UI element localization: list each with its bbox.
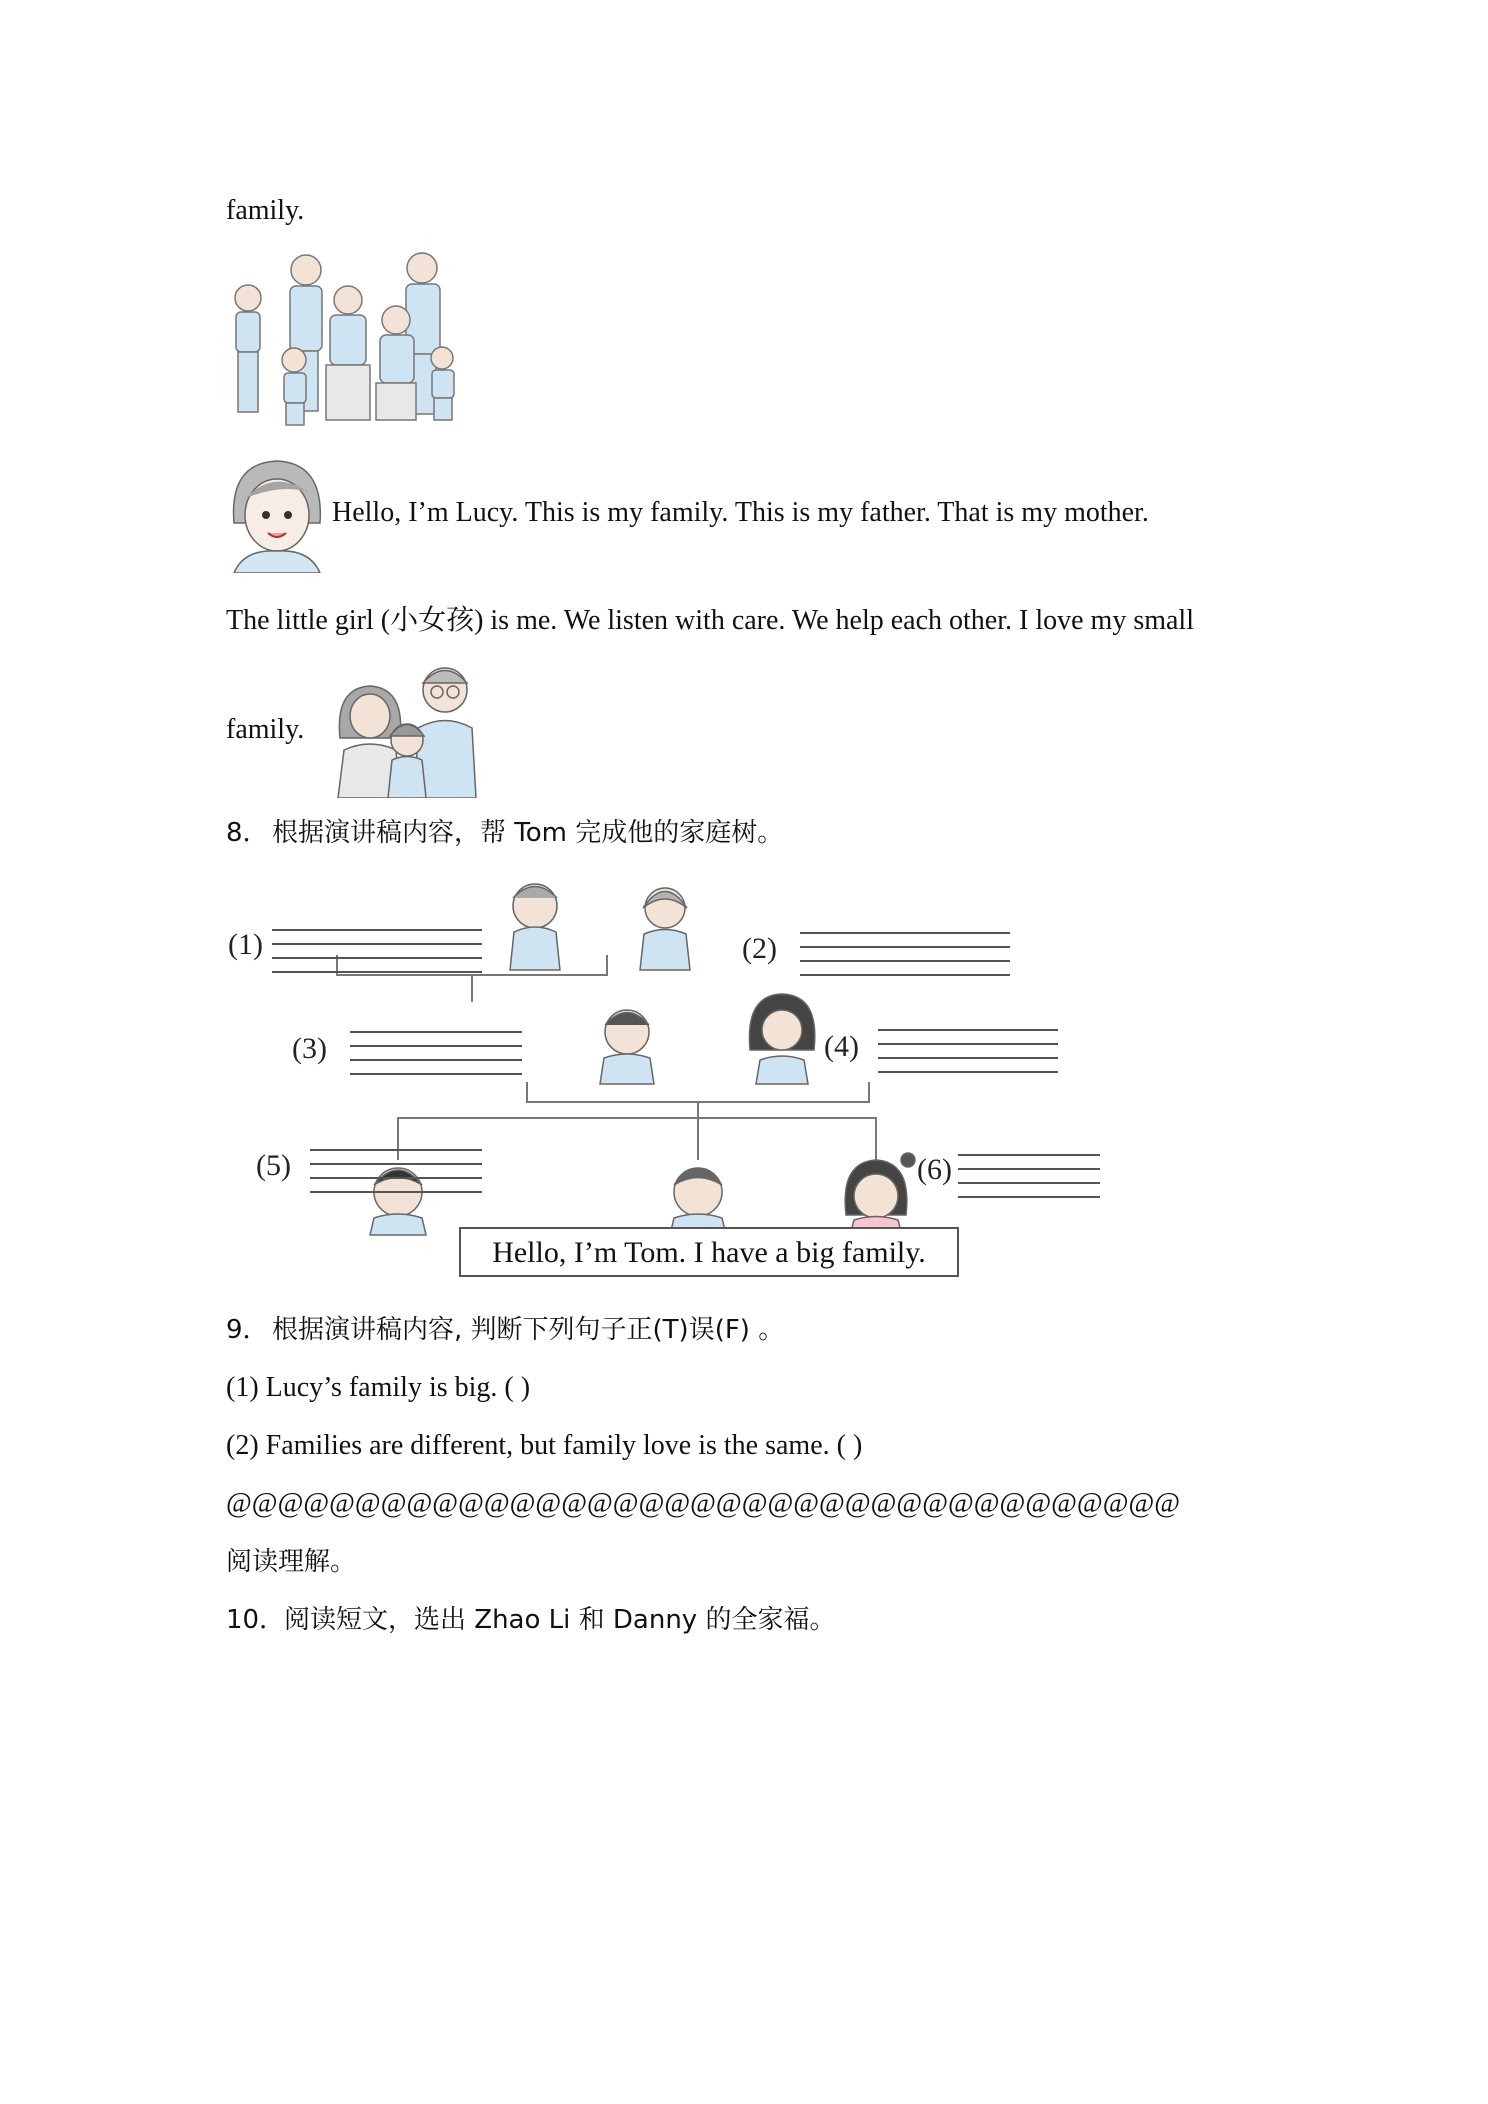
- big-family-illustration: [226, 240, 476, 435]
- child2-figure: [670, 1168, 726, 1235]
- q9-number: 9．: [226, 1315, 269, 1345]
- father-figure: [600, 1010, 654, 1084]
- tree-label-6: (6): [917, 1153, 952, 1186]
- answer-lines-2[interactable]: [800, 933, 1010, 975]
- passage2-line1: Hello, I’m Lucy. This is my family. This is my father. That is my mother.: [332, 497, 1149, 528]
- tree-label-4: (4): [824, 1030, 859, 1063]
- answer-lines-3[interactable]: [350, 1032, 522, 1074]
- tree-label-5: (5): [256, 1149, 291, 1182]
- q9-item-1: (1) Lucy’s family is big. ( ): [226, 1372, 531, 1403]
- child3-figure: [845, 1153, 915, 1235]
- passage1-end-text: family.: [226, 195, 305, 226]
- passage2-line2: The little girl (小女孩) is me. We listen with care. We help each other. I love my small: [226, 605, 1194, 636]
- separator-line: @@@@@@@@@@@@@@@@@@@@@@@@@@@@@@@@@@@@@: [226, 1488, 1181, 1519]
- passage2-line3: family.: [226, 714, 305, 745]
- family-tree-diagram: [220, 870, 1120, 1280]
- small-family-illustration: [330, 658, 480, 798]
- lucy-avatar-illustration: [224, 453, 330, 573]
- q10-prompt: 阅读短文，选出 Zhao Li 和 Danny 的全家福。: [284, 1605, 836, 1635]
- answer-lines-6[interactable]: [958, 1155, 1100, 1197]
- answer-lines-1[interactable]: [272, 930, 482, 972]
- q9-prompt: 根据演讲稿内容, 判断下列句子正(T)误(F) 。: [272, 1315, 785, 1345]
- tree-label-2: (2): [742, 932, 777, 965]
- tree-label-1: (1): [228, 928, 263, 961]
- q9-item-2: (2) Families are different, but family love is the same. ( ): [226, 1430, 863, 1461]
- caption-text: Hello, I’m Tom. I have a big family.: [492, 1236, 926, 1269]
- q8-prompt: 根据演讲稿内容，帮 Tom 完成他的家庭树。: [272, 818, 784, 848]
- mother-figure: [749, 994, 814, 1084]
- tree-label-3: (3): [292, 1032, 327, 1065]
- grandfather-figure: [510, 884, 560, 970]
- section-title: 阅读理解。: [226, 1547, 357, 1577]
- q10-number: 10．: [226, 1605, 286, 1635]
- answer-lines-4[interactable]: [878, 1030, 1058, 1072]
- q8-number: 8．: [226, 818, 269, 848]
- grandmother-figure: [640, 888, 690, 970]
